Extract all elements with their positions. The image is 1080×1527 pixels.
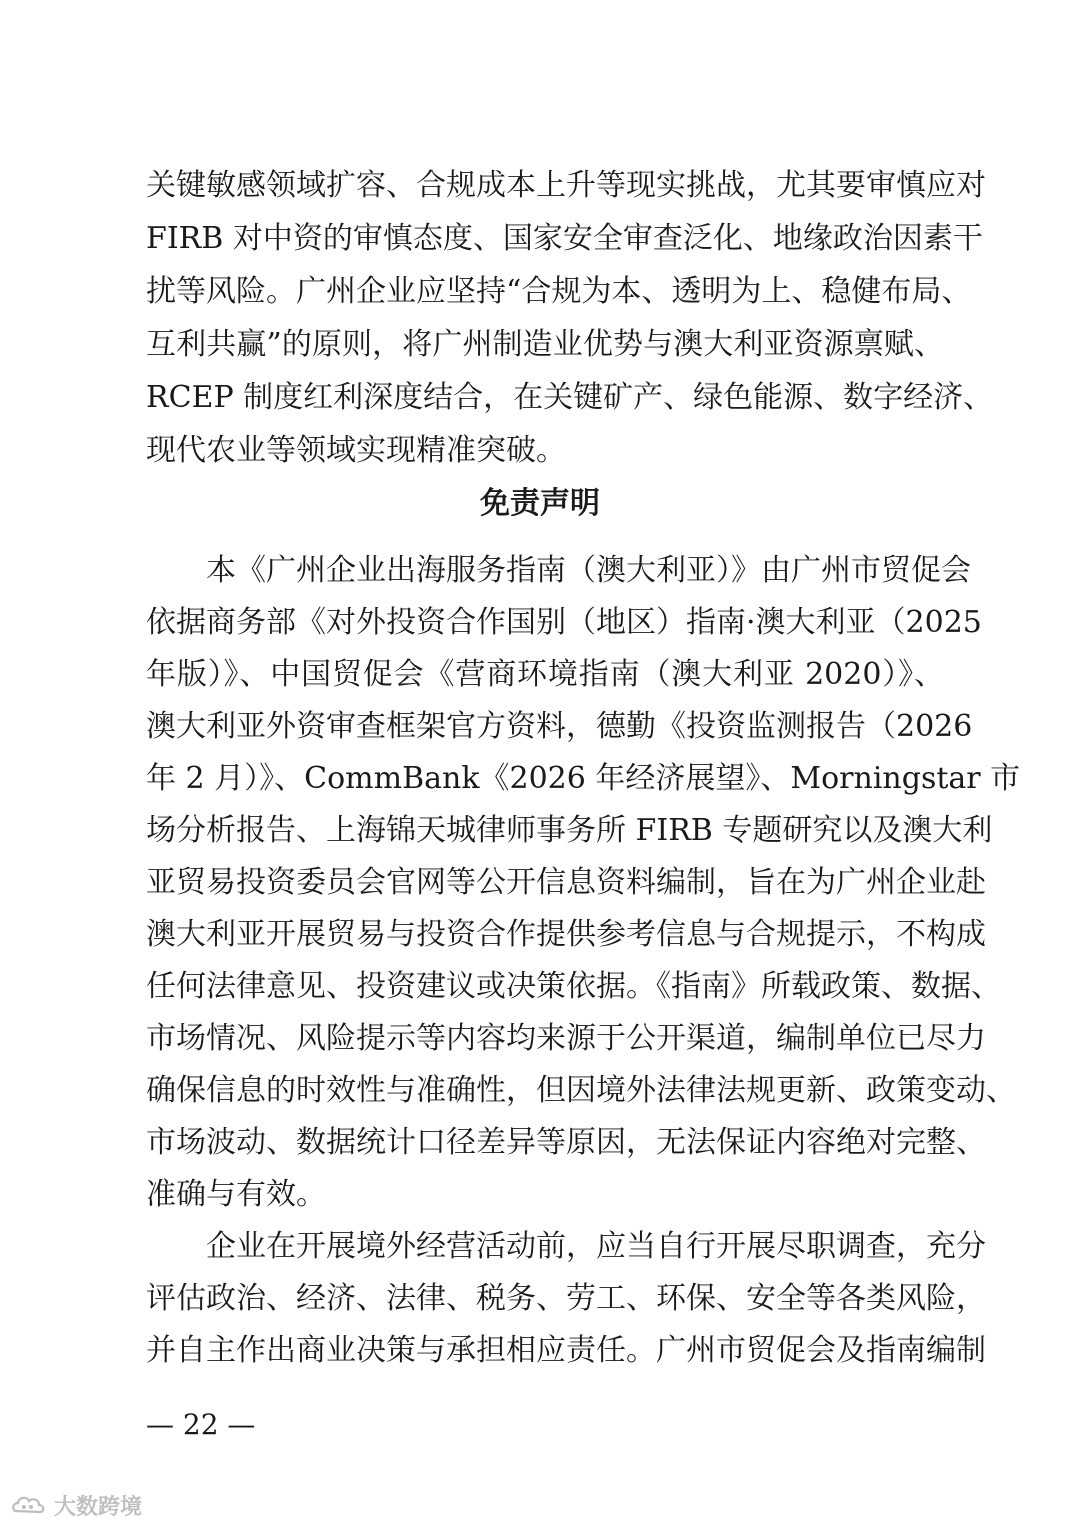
text-line: 互利共赢”的原则，将广州制造业优势与澳大利亚资源禀赋、 <box>146 327 944 362</box>
text-line: 本《广州企业出海服务指南（澳大利亚）》由广州市贸促会 <box>206 553 971 588</box>
text-line: 扰等风险。广州企业应坚持“合规为本、透明为上、稳健布局、 <box>146 274 972 309</box>
text-line: 年版）》、中国贸促会《营商环境指南（澳大利亚 2020）》、 <box>146 657 944 692</box>
text-line: 市场波动、数据统计口径差异等原因，无法保证内容绝对完整、 <box>146 1125 986 1160</box>
text-line: RCEP 制度红利深度结合，在关键矿产、绿色能源、数字经济、 <box>146 380 994 415</box>
text-line: 关键敏感领域扩容、合规成本上升等现实挑战，尤其要审慎应对 <box>146 168 986 203</box>
text-line: 准确与有效。 <box>146 1177 326 1212</box>
text-line: 现代农业等领域实现精准突破。 <box>146 433 566 468</box>
text-line: 澳大利亚外资审查框架官方资料，德勤《投资监测报告（2026 <box>146 709 973 744</box>
text-line: 评估政治、经济、法律、税务、劳工、环保、安全等各类风险， <box>146 1281 986 1316</box>
text-line: 场分析报告、上海锦天城律师事务所 FIRB 专题研究以及澳大利 <box>146 813 993 848</box>
text-line: 亚贸易投资委员会官网等公开信息资料编制，旨在为广州企业赴 <box>146 865 986 900</box>
text-line: 市场情况、风险提示等内容均来源于公开渠道，编制单位已尽力 <box>146 1021 986 1056</box>
text-line: FIRB 对中资的审慎态度、国家安全审查泛化、地缘政治因素干 <box>146 221 983 256</box>
text-line: 依据商务部《对外投资合作国别（地区）指南·澳大利亚（2025 <box>146 605 982 640</box>
text-line: 年 2 月）》、CommBank《2026 年经济展望》、Morningstar 市 <box>146 761 1021 796</box>
watermark <box>10 1490 142 1521</box>
text-line: 并自主作出商业决策与承担相应责任。广州市贸促会及指南编制 <box>146 1333 986 1368</box>
disclaimer-heading: 免责声明 <box>480 486 600 521</box>
text-line: 任何法律意见、投资建议或决策依据。《指南》所载政策、数据、 <box>146 969 1001 1004</box>
cloud-logo-icon <box>10 1493 50 1519</box>
text-line: 企业在开展境外经营活动前，应当自行开展尽职调查，充分 <box>206 1229 986 1264</box>
text-line: 确保信息的时效性与准确性，但因境外法律法规更新、政策变动、 <box>146 1073 1016 1108</box>
text-line: 澳大利亚开展贸易与投资合作提供参考信息与合规提示，不构成 <box>146 917 986 952</box>
page-number: — 22 — <box>146 1408 256 1441</box>
watermark-text: 大数跨境 <box>54 1495 143 1520</box>
